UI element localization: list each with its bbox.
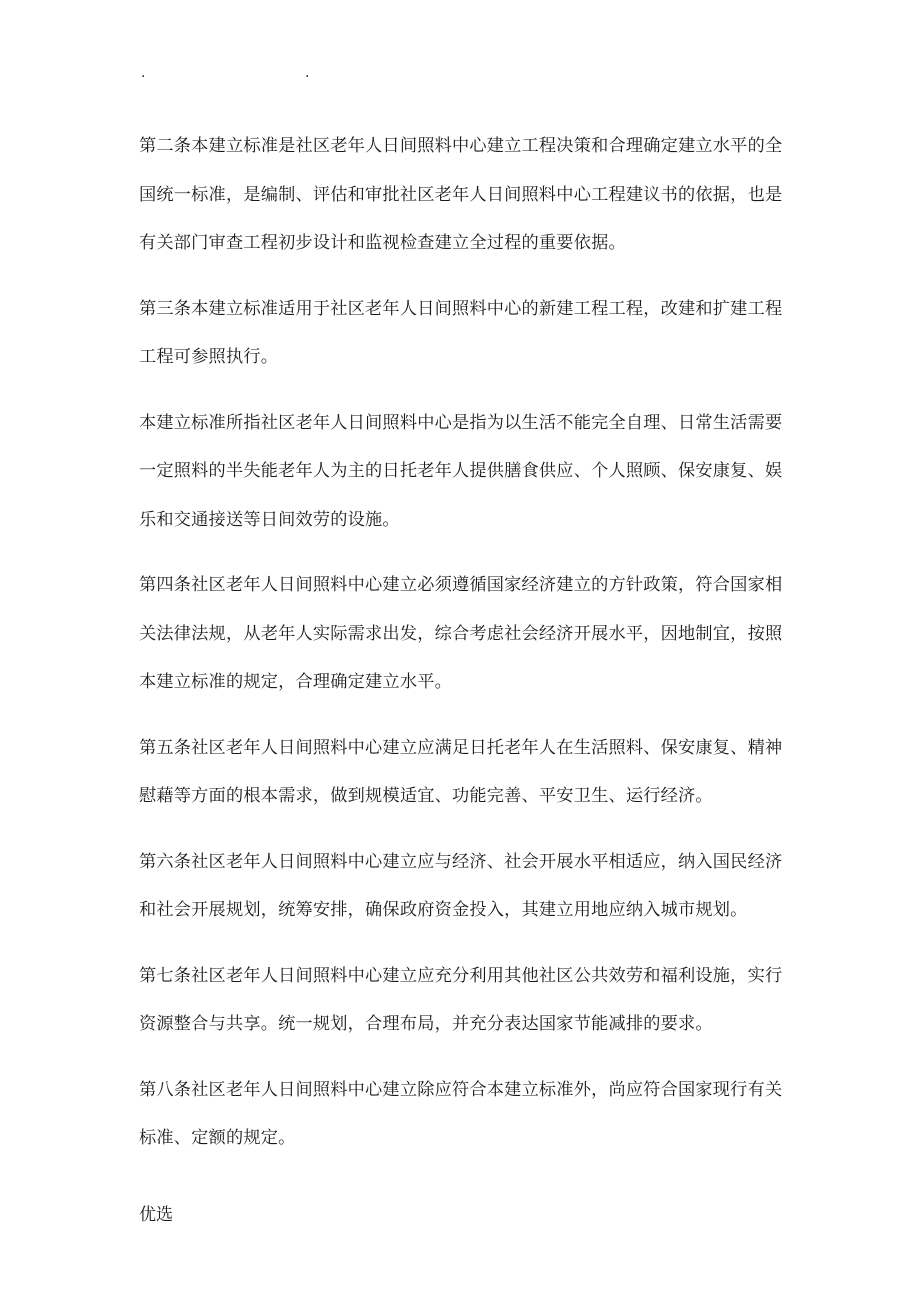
document-body bbox=[139, 122, 784, 1180]
paragraph-article-6: 第六条社区老年人日间照料中心建立应与经济、社会开展水平相适应，纳入国民经济和社会开展规划，统筹安排，确保政府资金投入，其建立用地应纳入城市规划。 bbox=[139, 851, 783, 920]
paragraph-article-8: 第八条社区老年人日间照料中心建立除应符合本建立标准外，尚应符合国家现行有关标准、定额的规定。 bbox=[139, 1079, 783, 1148]
paragraph-definition: 本建立标准所指社区老年人日间照料中心是指为以生活不能完全自理、日常生活需要一定照料的半失能老年人为主的日托老年人提供膳食供应、个人照顾、保安康复、娱乐和交通接送等日间效劳的设施。 bbox=[139, 412, 783, 530]
paragraph-article-5: 第五条社区老年人日间照料中心建立应满足日托老年人在生活照料、保安康复、精神慰藉等方面的根本需求，做到规模适宜、功能完善、平安卫生、运行经济。 bbox=[139, 737, 783, 806]
footer-label: 优选 bbox=[139, 1205, 173, 1225]
paragraph-article-7: 第七条社区老年人日间照料中心建立应充分利用其他社区公共效劳和福利设施，实行资源整合与共享。统一规划，合理布局，并充分表达国家节能减排的要求。 bbox=[139, 965, 783, 1034]
paragraph-article-4: 第四条社区老年人日间照料中心建立必须遵循国家经济建立的方针政策，符合国家相关法律法规，从老年人实际需求出发，综合考虑社会经济开展水平，因地制宜，按照本建立标准的规定，合理确定建立水平。 bbox=[139, 575, 783, 692]
paragraph-article-2: 第二条本建立标准是社区老年人日间照料中心建立工程决策和合理确定建立水平的全国统一标准，是编制、评估和审批社区老年人日间照料中心工程建议书的依据，也是有关部门审查工程初步设计和监视检查建立全过程的重要依据。 bbox=[139, 136, 783, 253]
paragraph-article-3: 第三条本建立标准适用于社区老年人日间照料中心的新建工程工程，改建和扩建工程工程可参照执行。 bbox=[139, 298, 783, 367]
header-dot-left: . bbox=[141, 65, 146, 81]
header-dot-right: . bbox=[305, 65, 310, 81]
